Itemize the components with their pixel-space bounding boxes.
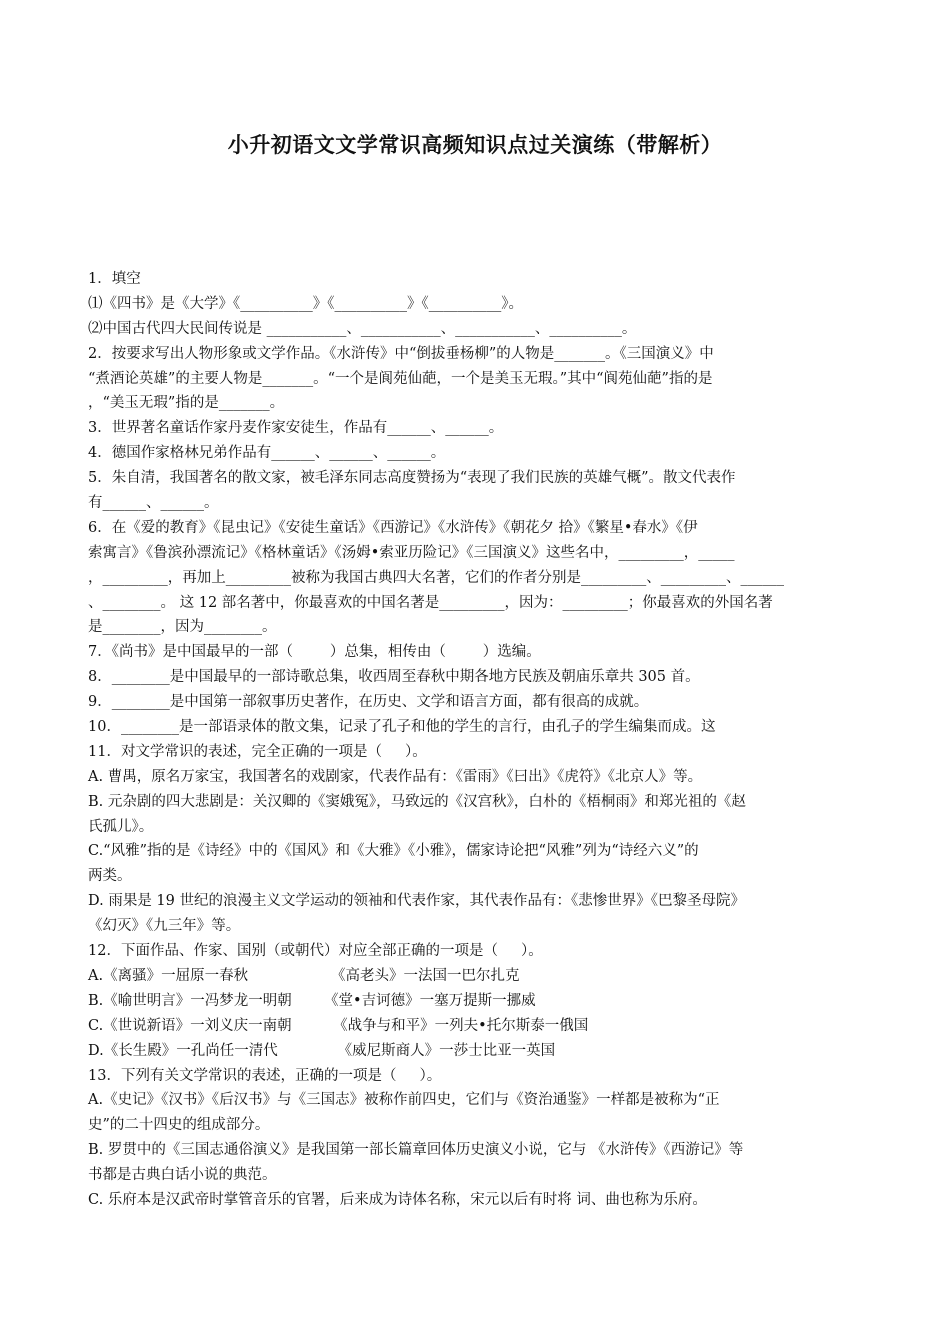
question-line: ，_________，再加上_________被称为我国古典四大名著，它们的作者分别是_________、_________、______: [88, 569, 784, 586]
question-line: 5．朱自清，我国著名的散文家，被毛泽东同志高度赞扬为“表现了我们民族的英雄气概”。散文代表作: [88, 470, 736, 487]
question-line: ，“美玉无瑕”指的是_______。: [88, 395, 285, 412]
option-line: D.《长生殿》一孔尚任一清代 《威尼斯商人》一莎士比亚一英国: [88, 1042, 556, 1059]
option-line: 书都是古典白话小说的典范。: [88, 1167, 277, 1184]
question-line: 索寓言》《鲁滨孙漂流记》《格林童话》《汤姆•索亚历险记》《三国演义》这些名中，_________，_____: [88, 544, 735, 561]
option-line: B.《喻世明言》一冯梦龙一明朝 《堂•吉诃德》一塞万提斯一挪威: [88, 992, 536, 1009]
option-line: 《幻灭》《九三年》等。: [88, 918, 241, 935]
question-line: 2．按要求写出人物形象或文学作品。《水浒传》中“倒拔垂杨柳”的人物是_______。《三国演义》中: [88, 345, 714, 362]
question-line: 13．下列有关文学常识的表述，正确的一项是（ ）。: [88, 1067, 442, 1084]
question-line: 3．世界著名童话作家丹麦作家安徒生，作品有______、______。: [88, 420, 504, 437]
option-line: A.《史记》《汉书》《后汉书》与《三国志》被称作前四史，它们与《资治通鉴》一样都是被称为“正: [88, 1092, 720, 1109]
question-line: 9．________是中国第一部叙事历史著作，在历史、文学和语言方面，都有很高的成就。: [88, 694, 649, 711]
option-line: 两类。: [88, 868, 132, 885]
question-line: ⑵中国古代四大民间传说是 ___________、___________、___________、__________。: [88, 320, 637, 337]
question-line: 7．《尚书》是中国最早的一部（ ）总集，相传由（ ）选编。: [88, 644, 541, 661]
option-line: D. 雨果是 19 世纪的浪漫主义文学运动的领袖和代表作家，其代表作品有：《悲惨世界》《巴黎圣母院》: [88, 893, 745, 910]
page-title: 小升初语文文学常识高频知识点过关演练（带解析）: [227, 133, 723, 157]
question-line: 4．德国作家格林兄弟作品有______、______、______。: [88, 445, 446, 462]
question-line: 6．在《爱的教育》《昆虫记》《安徒生童话》《西游记》《水浒传》《朝花夕 拾》《繁星•春水》《伊: [88, 519, 698, 536]
question-line: 是________，因为________。: [88, 619, 277, 636]
question-line: 8．________是中国最早的一部诗歌总集，收西周至春秋中期各地方民族及朝庙乐章共 305 首。: [88, 669, 700, 686]
question-line: 12．下面作品、作家、国别（或朝代）对应全部正确的一项是（ ）。: [88, 943, 543, 960]
document-body: [88, 267, 868, 1213]
option-line: A.《离骚》一屈原一春秋 《高老头》一法国一巴尔扎克: [88, 967, 520, 984]
option-line: 史”的二十四史的组成部分。: [88, 1117, 270, 1134]
option-line: C.《世说新语》一刘义庆一南朝 《战争与和平》一列夫•托尔斯泰一俄国: [88, 1017, 589, 1034]
question-line: “煮酒论英雄”的主要人物是_______。“一个是阆苑仙葩，一个是美玉无瑕。”其中“阆苑仙葩”指的是: [88, 370, 713, 387]
option-line: A. 曹禺，原名万家宝，我国著名的戏剧家，代表作品有：《雷雨》《曰出》《虎符》《北京人》等。: [88, 768, 703, 785]
option-line: 氏孤儿》。: [88, 818, 154, 835]
option-line: C.“风雅”指的是《诗经》中的《国风》和《大雅》《小雅》，儒家诗论把“风雅”列为“诗经六义”的: [88, 843, 699, 860]
option-line: C. 乐府本是汉武帝时掌管音乐的官署，后来成为诗体名称，宋元以后有时将 词、曲也称为乐府。: [88, 1191, 707, 1208]
question-line: ⑴《四书》是《大学》《__________》《__________》《__________》。: [88, 295, 523, 312]
question-line: 10．________是一部语录体的散文集，记录了孔子和他的学生的言行，由孔子的学生编集而成。这: [88, 719, 716, 736]
question-line: 、________。 这 12 部名著中，你最喜欢的中国名著是_________，因为：_________；你最喜欢的外国名著: [88, 594, 773, 611]
question-line: 有______、______。: [88, 495, 219, 512]
option-line: B. 元杂剧的四大悲剧是：关汉卿的《窦娥冤》，马致远的《汉宫秋》，白朴的《梧桐雨》和郑光祖的《赵: [88, 793, 746, 810]
question-line: 11．对文学常识的表述，完全正确的一项是（ ）。: [88, 743, 427, 760]
option-line: B. 罗贯中的《三国志通俗演义》是我国第一部长篇章回体历史演义小说，它与 《水浒传》《西游记》等: [88, 1142, 744, 1159]
question-line: 1．填空: [88, 271, 141, 287]
